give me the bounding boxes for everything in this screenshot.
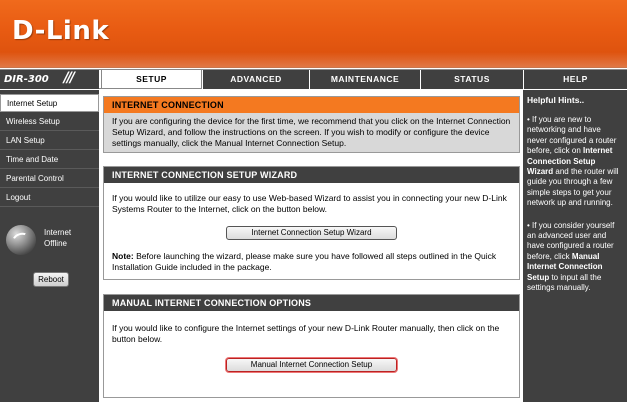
tab-help[interactable]: HELP xyxy=(523,70,627,89)
setup-wizard-section xyxy=(103,166,520,280)
section-text: If you would like to configure the Internet settings of your new D-Link Router manually, then click on the button below. xyxy=(112,323,500,344)
hint-text: If you consider yourself an advanced user and have configured a router before, click xyxy=(527,220,615,261)
section-title: INTERNET CONNECTION xyxy=(104,97,519,113)
sidebar-item-logout[interactable]: Logout xyxy=(0,189,99,207)
sidebar-item-time-and-date[interactable]: Time and Date xyxy=(0,151,99,169)
tab-maintenance[interactable]: MAINTENANCE xyxy=(309,70,420,89)
main-content xyxy=(101,90,522,402)
top-nav xyxy=(0,69,627,89)
sidebar-item-lan-setup[interactable]: LAN Setup xyxy=(0,132,99,150)
model-label xyxy=(0,70,99,89)
tab-setup[interactable]: SETUP xyxy=(101,69,202,89)
note-text xyxy=(104,248,519,279)
helpful-hints-panel xyxy=(523,90,627,402)
hints-title: Helpful Hints.. xyxy=(527,95,585,105)
setup-wizard-button[interactable]: Internet Connection Setup Wizard xyxy=(226,226,396,240)
hint-text: and the router will guide you through a few simple steps to get your network up and running. xyxy=(527,167,619,208)
hint-emphasis: Manual Internet Connection Setup xyxy=(527,251,603,282)
section-text: If you would like to utilize our easy to use Web-based Wizard to assist you in connecting your new D-Link Systems Router to the Internet, click on the button below. xyxy=(112,193,507,214)
hint-item: • If you consider yourself an advanced user and have configured a router before, click Manual Internet Connection Setup to input all the settings manually. xyxy=(527,220,615,293)
hint-item: • If you are new to networking and have never configured a router before, click on Internet Connection Setup Wizard and the router will guide you through a few simple steps to get your network up and running. xyxy=(527,115,619,208)
section-title: INTERNET CONNECTION SETUP WIZARD xyxy=(104,167,519,183)
model-slashes: /// xyxy=(63,70,73,86)
internet-connection-section xyxy=(103,96,520,153)
sidebar-item-wireless-setup[interactable]: Wireless Setup xyxy=(0,113,99,131)
section-text: If you are configuring the device for the first time, we recommend that you click on the Internet Connection Setup Wizard, and follow the instructions on the screen. If you wish to modify or configure the device settings manually, click the Manual Internet Connection Setup. xyxy=(104,113,519,152)
hint-emphasis: Internet Connection Setup Wizard xyxy=(527,146,613,177)
model-name: DIR-300 xyxy=(4,74,49,85)
internet-status xyxy=(6,223,96,257)
hint-text: If you are new to networking and have never configured a router before, click on xyxy=(527,115,617,156)
tab-advanced[interactable]: ADVANCED xyxy=(202,70,309,89)
note-body: Before launching the wizard, please make sure you have followed all steps outlined in the Quick Installation Guide included in the package. xyxy=(112,251,497,272)
manual-setup-button[interactable]: Manual Internet Connection Setup xyxy=(226,358,397,372)
manual-connection-section xyxy=(103,294,520,398)
status-line-2: Offline xyxy=(44,239,67,248)
button-row xyxy=(104,358,519,372)
internet-status-text xyxy=(44,227,71,249)
dlink-logo: D-Link xyxy=(12,16,110,46)
sidebar xyxy=(0,90,99,402)
note-label: Note: xyxy=(112,251,134,261)
status-line-1: Internet xyxy=(44,228,72,237)
reboot-button[interactable]: Reboot xyxy=(33,272,69,287)
section-title: MANUAL INTERNET CONNECTION OPTIONS xyxy=(104,295,519,311)
sidebar-item-parental-control[interactable]: Parental Control xyxy=(0,170,99,188)
button-row xyxy=(104,226,519,240)
globe-icon xyxy=(6,225,36,255)
sidebar-item-internet-setup[interactable]: Internet Setup xyxy=(0,94,99,112)
hint-text: to input all the settings manually. xyxy=(527,272,602,293)
tab-status[interactable]: STATUS xyxy=(420,70,523,89)
header-banner xyxy=(0,0,627,68)
